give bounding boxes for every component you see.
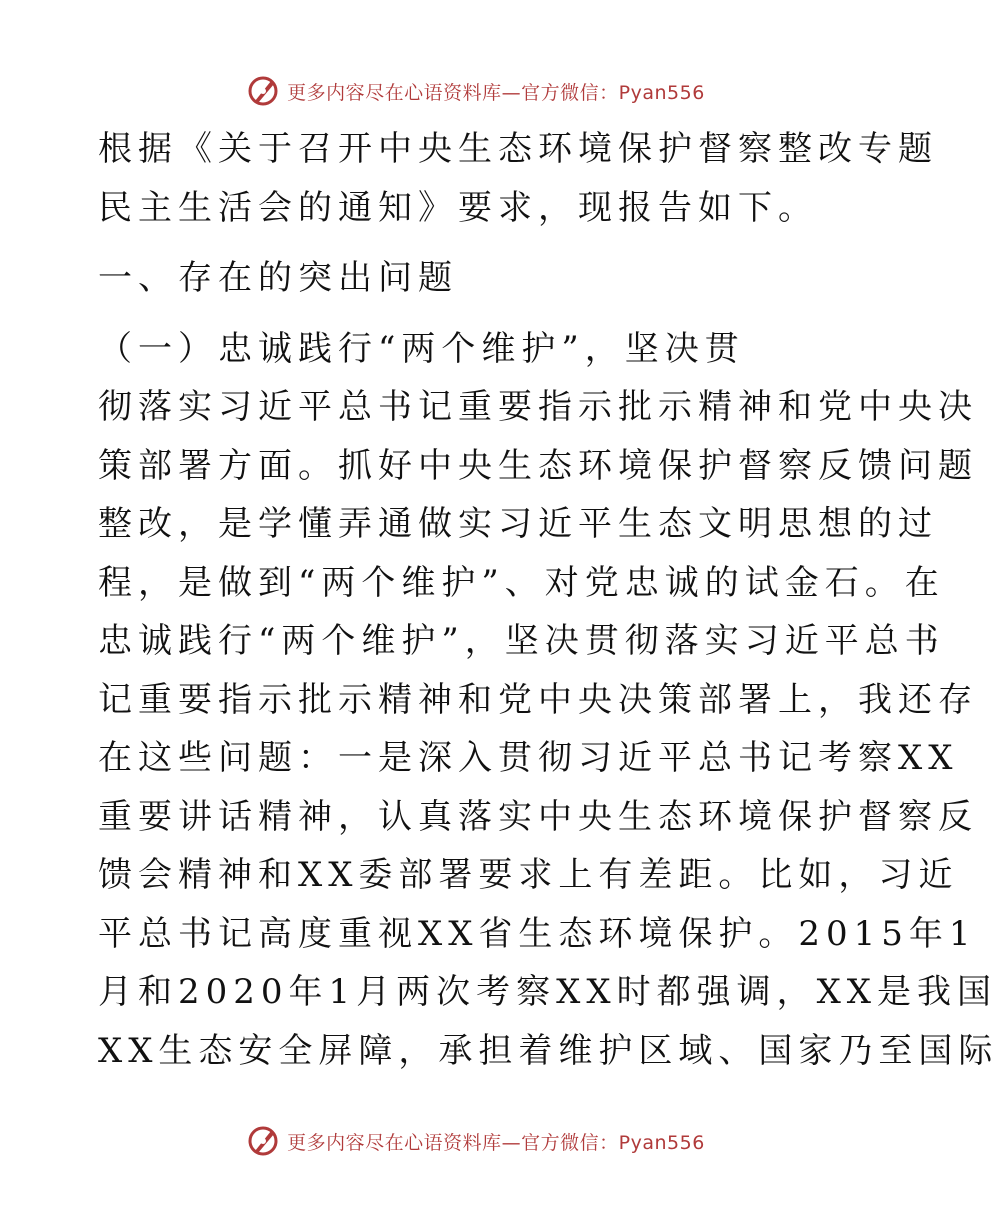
text-line: 彻落实习近平总书记重要指示批示精神和党中央决 — [98, 387, 978, 427]
text-line: XX生态安全屏障，承担着维护区域、国家乃至国际 — [98, 1030, 998, 1071]
watermark-footer — [0, 1121, 950, 1161]
text-line: 整改，是学懂弄通做实习近平生态文明思想的过 — [98, 504, 938, 544]
text-line: 民主生活会的通知》要求，现报告如下。 — [98, 187, 818, 228]
document-body — [98, 120, 998, 1080]
subsection-heading: （一）忠诚践行“两个维护”，坚决贯 — [98, 328, 745, 369]
text-line: 记重要指示批示精神和党中央决策部署上，我还存 — [98, 679, 978, 720]
text-line: 策部署方面。抓好中央生态环境保护督察反馈问题 — [98, 445, 978, 486]
text-line: 重要讲话精神，认真落实中央生态环境保护督察反 — [98, 796, 978, 837]
text-line: 平总书记高度重视XX省生态环境保护。2015年1 — [98, 913, 977, 954]
text-line: 程，是做到“两个维护”、对党忠诚的试金石。在 — [98, 562, 945, 603]
text-line: 月和2020年1月两次考察XX时都强调，XX是我国 — [98, 972, 997, 1012]
watermark-text: 更多内容尽在心语资料库—官方微信：Pyan556 — [287, 1131, 705, 1154]
section-heading: 一、存在的突出问题 — [98, 258, 458, 298]
text-line: 忠诚践行“两个维护”，坚决贯彻落实习近平总书 — [98, 621, 945, 661]
text-line: 根据《关于召开中央生态环境保护督察整改专题 — [98, 129, 938, 169]
watermark-text: 更多内容尽在心语资料库—官方微信：Pyan556 — [287, 81, 705, 104]
quill-logo-icon — [245, 73, 281, 109]
watermark-header — [0, 71, 950, 111]
text-line: 在这些问题：一是深入贯彻习近平总书记考察XX — [98, 738, 959, 778]
text-line: 馈会精神和XX委部署要求上有差距。比如，习近 — [98, 855, 959, 895]
quill-logo-icon — [245, 1123, 281, 1159]
